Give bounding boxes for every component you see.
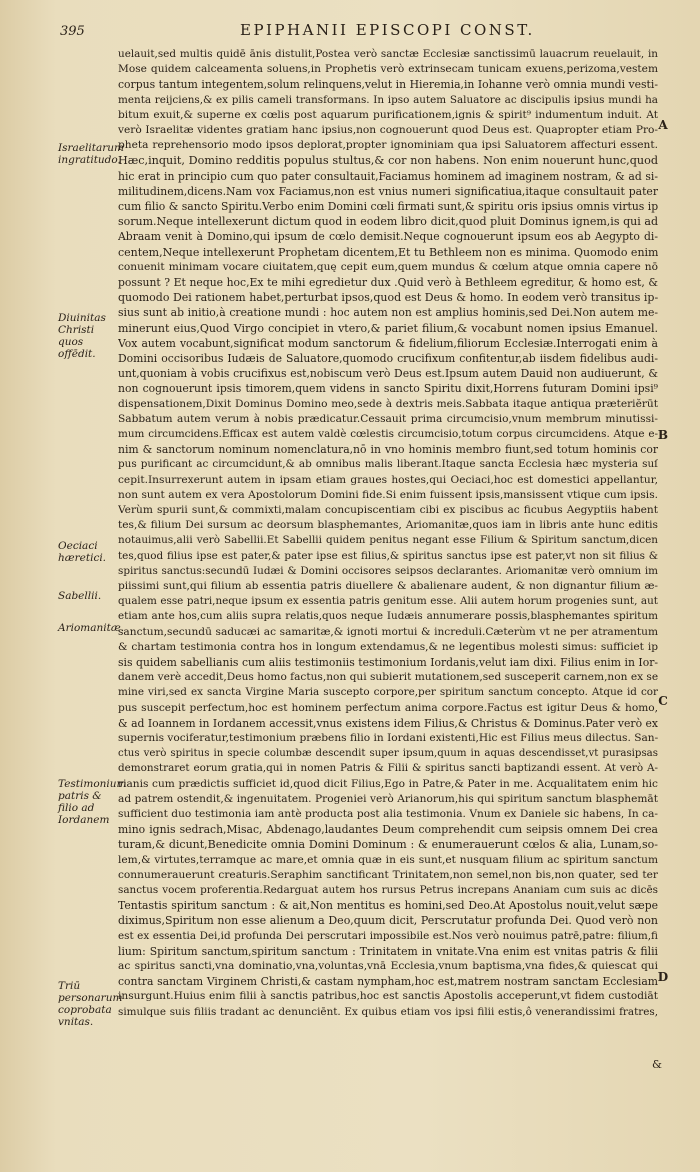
text-line: hic erat in principio cum quo pater consultauit,Faciamus hominem ad imaginem nostram, & ad si-	[118, 169, 658, 183]
section-marker-b: B	[657, 428, 669, 442]
catchword: &	[652, 1058, 662, 1071]
text-line: Tentastis spiritum sanctum : & ait,Non mentitus es homini,sed Deo.At Apostolus nouit,velut sæpe	[118, 899, 658, 913]
text-line: unt,quoniam à vobis crucifixus est,nobiscum verò Deus est.Ipsum autem Dauid non audiuerunt, &	[118, 367, 658, 381]
margin-note: Testimonium patris & filio ad Iordanem	[58, 778, 127, 826]
text-line: demonstraret eorum gratia,qui in nomen Patris & Filii & spiritus sancti baptizandi essent. At verò A-	[118, 762, 658, 775]
text-line: est ex essentia Dei,id profunda Dei perscrutari impossibile est.Nos verò nouimus patrē,patre: filium,fi	[118, 929, 658, 942]
main-text-column	[118, 46, 658, 1046]
text-line: conuenit minimam vocare ciuitatem,quę cepit eum,quem mundus & cœlum atque omnia capere nō	[118, 260, 658, 273]
text-line: cum filio & sancto Spiritu.Verbo enim Domini cœli firmati sunt,& spiritu oris ipsius omnis virtus ip	[118, 200, 658, 213]
text-line: diximus,Spiritum non esse alienum a Deo,quum dicit, Perscrutatur profunda Dei. Quod verò non	[118, 914, 658, 928]
text-line: lem,& virtutes,terramque ac mare,et omnia quæ in eis sunt,et nusquam filium ac spiritum sanctum	[118, 853, 658, 866]
text-line: tes,quod filius ipse est pater,& pater ipse est filius,& spiritus sanctus ipse est pater,vt non sit filius &	[118, 549, 658, 562]
text-line: corpus tantum integentem,solum relinquens,velut in Hieremia,in Iohanne verò omnia mundi vesti-	[118, 78, 658, 92]
text-line: ctus verò spiritus in specie columbæ descendit super ipsum,quum in aquas descendisset,vt purasipsas	[118, 748, 658, 760]
section-marker-a: A	[658, 118, 668, 132]
margin-note: Triū personarum coprobata vnitas.	[58, 980, 123, 1028]
text-line: sius sunt ab initio,à creatione mundi : hoc autem non est amplius hominis,sed Dei.Non autem me-	[118, 306, 658, 320]
margin-note: Ariomanitæ.	[58, 622, 125, 634]
text-line: possunt ? Et neque hoc,Ex te mihi egredietur dux .Quid verò à Bethleem egreditur, & homo est, &	[118, 276, 658, 289]
text-line: piissimi sunt,qui filium ab essentia patris diuellere & abalienare audent, & non dignantur filium æ-	[118, 580, 658, 592]
section-marker-c: C	[658, 694, 668, 708]
text-line: sorum.Neque intellexerunt dictum quod in eodem libro dicit,quod pluit Dominus ignem,is qui ad	[118, 215, 658, 229]
text-line: simulque suis filiis tradant ac denunciēnt. Ex quibus etiam vos ipsi filii estis,ô venerandissimi fratres,	[118, 1005, 658, 1018]
text-line: Hæc,inquit, Domino redditis populus stultus,& cor non habens. Non enim nouerunt hunc,quod	[118, 154, 658, 168]
margin-note: Diuinitas Christi quos offēdit.	[58, 312, 106, 360]
text-line: sanctum,secundū saducæi ac samaritæ,& ignoti mortui & increduli.Cæterùm vt ne per atramentum	[118, 625, 658, 638]
text-line: menta reijciens,& ex pilis cameli transformans. In ipso autem Saluatore ac discipulis ipsius mundi ha	[118, 93, 658, 106]
text-line: sufficient duo testimonia iam antè producta post alia testimonia. Vnum ex Daniele sic habens, In ca-	[118, 808, 658, 820]
text-line: rianis cum prædictis sufficiet id,quod dicit Filius,Ego in Patre,& Pater in me. Acqualitatem enim hic	[118, 777, 658, 790]
text-line: Vox autem vocabunt,significat modum sanctorum & fidelium,filiorum Ecclesiæ.Interrogati enim à	[118, 336, 658, 350]
text-line: connumerauerunt creaturis.Seraphim sanctificant Trinitatem,non semel,non bis,non quater, sed ter	[118, 868, 658, 881]
text-line: verò Israelitæ videntes gratiam hanc ipsius,non cognouerunt quod Deus est. Quapropter etiam Pro-	[118, 124, 658, 136]
folio-number: 395	[60, 24, 85, 39]
text-line: turam,& dicunt,Benedicite omnia Domini Dominum : & enumerauerunt cœlos & alia, Lunam,so-	[118, 838, 658, 852]
text-line: non sunt autem ex vera Apostolorum Domini fide.Si enim fuissent ipsis,mansissent vtique cum ipsis.	[118, 488, 658, 501]
text-line: & chartam testimonia contra hos in longum extendamus,& ne legentibus molesti simus: sufficiet ip	[118, 640, 658, 653]
text-line: sanctus vocem proferentia.Redarguat autem hos rursus Petrus increpans Ananiam cum suis ac dicēs	[118, 884, 658, 896]
text-line: mino ignis sedrach,Misac, Abdenago,laudantes Deum comprehendit cum seipsis omnem Dei crea	[118, 823, 658, 837]
text-line: Verùm spurii sunt,& commixti,malam concupiscentiam cibi ex piscibus ac ficubus Aegyptiis habent	[118, 504, 658, 516]
text-line: pus purificant ac circumcidunt,& ab omnibus malis liberant.Itaque sancta Ecclesia hæc mysteria suſ	[118, 458, 658, 471]
section-marker-d: D	[657, 970, 669, 984]
text-line: notauimus,alii verò Sabellii.Et Sabellii quidem penitus negant esse Filium & Spiritum sanctum,dicen	[118, 534, 658, 547]
text-line: Mose quidem calceamenta soluens,in Prophetis verò extrinsecam tunicam exuens,perizoma,vestem	[118, 63, 658, 76]
text-line: pus suscepit perfectum,hoc est hominem perfectum anima corpore.Factus est igitur Deus & homo,	[118, 701, 658, 714]
text-line: insurgunt.Huius enim filii à sanctis patribus,hoc est sanctis Apostolis acceperunt,vt fidem custodiāt	[118, 990, 658, 1003]
margin-note: Israelitarum ingratitudo.	[58, 142, 124, 166]
text-line: tes,& filium Dei sursum ac deorsum blasphemantes, Ariomanitæ,quos iam in libris ante hunc editis	[118, 519, 658, 532]
text-line: lium: Spiritum sanctum,spiritum sanctum : Trinitatem in vnitate.Vna enim est vnitas patris & filii	[118, 944, 658, 958]
text-line: cepit.Insurrexerunt autem in ipsam etiam graues hostes,qui Oeciaci,hoc est domestici appellantur,	[118, 473, 658, 486]
text-line: qualem esse patri,neque ipsum ex essentia patris genitum esse. Alii autem horum progenies sunt, aut	[118, 595, 658, 608]
text-line: dispensationem,Dixit Dominus Domino meo,sede à dextris meis.Sabbata itaque antiqua præteriĕrūt	[118, 397, 658, 410]
text-line: & ad Ioannem in Iordanem accessit,vnus existens idem Filius,& Christus & Dominus.Pater verò ex	[118, 716, 658, 730]
text-line: bitum exuit,& superne ex cœlis post aquarum purificationem,ignis & spirit⁹ indumentum induit. At	[118, 108, 658, 121]
text-line: danem verè accedit,Deus homo factus,non qui subierit mutationem,sed susceperit carnem,non ex se	[118, 671, 658, 684]
margin-note: Sabellii.	[58, 590, 102, 602]
text-line: non cognouerunt ipsis timorem,quem videns in sancto Spiritu dixit,Horrens futuram Domini ipsi⁹	[118, 382, 658, 396]
text-line: mine viri,sed ex sancta Virgine Maria suscepto corpore,per spiritum sanctum concepto. Atque id cor	[118, 686, 658, 699]
text-line: centem,Neque intellexerunt Prophetam dicentem,Et tu Bethleem non es minima. Quomodo enim	[118, 245, 658, 259]
text-line: nim & sanctorum nominum nomenclatura,nō in vno hominis membro fiunt,sed totum hominis cor	[118, 443, 658, 457]
margin-note: Oeciaci hæretici.	[58, 540, 107, 564]
page-header	[0, 6, 700, 39]
text-line: quomodo Dei rationem habet,perturbat ipsos,quod est Deus & homo. In eodem verò transitus ip-	[118, 291, 658, 305]
text-line: contra sanctam Virginem Christi,& castam nympham,hoc est,matrem nostram sanctam Ecclesiam	[118, 975, 658, 989]
text-line: Abraam venit à Domino,qui ipsum de cœlo demisit.Neque cognouerunt ipsum eos ab Aegypto di-	[118, 230, 658, 244]
text-line: militudinem,dicens.Nam vox Faciamus,non est vnius numeri significatiua,itaque consultauit pater	[118, 184, 658, 198]
text-line: pheta reprehensorio modo ipsos deplorat,propter ignominiam qua ipsi Saluatorem affecturi essent.	[118, 139, 658, 152]
text-line: Domini occisoribus Iudæis de Saluatore,quomodo crucifixum confitentur,ab iisdem fidelibus audi-	[118, 352, 658, 365]
running-head: EPIPHANII EPISCOPI CONST.	[240, 21, 535, 39]
text-line: ac spiritus sancti,vna dominatio,vna,voluntas,vnā Ecclesia,vnum baptisma,vna fides,& quiescat qui	[118, 960, 658, 972]
text-line: Sabbatum autem verum à nobis prædicatur.Cessauit prima circumcisio,vnum membrum minutissi-	[118, 412, 658, 425]
text-line: supernis vociferatur,testimonium præbens filio in Iordani existenti,Hic est Filius meus dilectus. San-	[118, 732, 658, 744]
text-line: spiritus sanctus:secundū Iudæi & Domini occisores seipsos declarantes. Ariomanitæ verò omnium im	[118, 564, 658, 577]
text-line: ad patrem ostendit,& ingenuitatem. Progeniei verò Arianorum,his qui spiritum sanctum blasphemāt	[118, 792, 658, 805]
text-line: mum circumcidens.Efficax est autem valdè cœlestis circumcisio,totum corpus circumcidens. Atque e-	[118, 428, 658, 440]
text-line: etiam ante hos,cum aliis supra relatis,quos neque Iudæis annumerare possis,blasphemantes spiritum	[118, 610, 658, 623]
text-line: sis quidem sabellianis cum aliis testimoniis testimonium Iordanis,velut iam dixi. Filius enim in Ior-	[118, 656, 658, 669]
text-line: uelauit,sed multis quidē ānis distulit,Postea verò sanctæ Ecclesiæ sanctissimū lauacrum reuelauit, in	[118, 48, 658, 60]
text-line: minerunt eius,Quod Virgo concipiet in vtero,& pariet filium,& vocabunt nomen ipsius Emanuel.	[118, 321, 658, 335]
